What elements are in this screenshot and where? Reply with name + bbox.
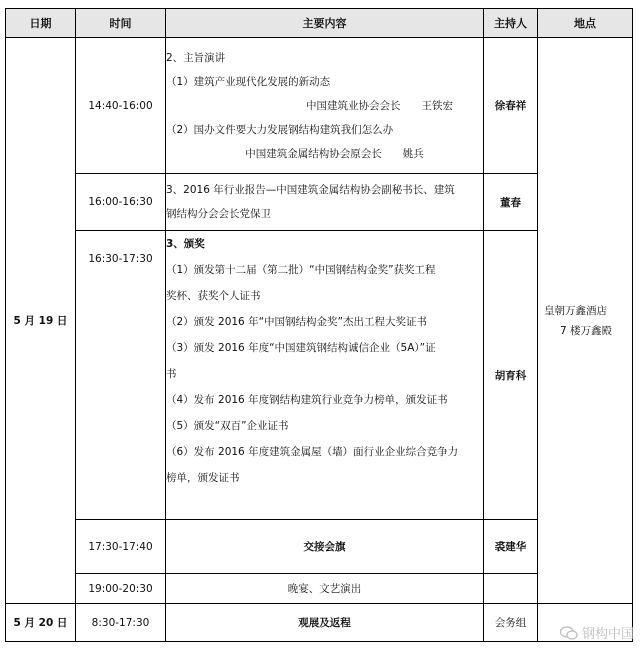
content-line: 中国建筑业协会会长 王铁宏	[306, 99, 453, 112]
content-line: （6）发布 2016 年度建筑金属屋（墙）面行业企业综合竞争力	[166, 446, 459, 458]
content-line: 中国建筑金属结构协会原会长 姚兵	[245, 147, 424, 160]
header-date: 日期	[6, 9, 76, 38]
content-cell: 交接会旗	[166, 520, 484, 574]
content-line: 钢结构分会会长党保卫	[166, 208, 271, 220]
host-cell: 裘建华	[484, 520, 538, 574]
content-line: 3、2016 年行业报告—中国建筑金属结构协会副秘书长、建筑	[166, 184, 455, 196]
content-cell: 观展及返程	[166, 604, 484, 642]
watermark-text: 钢构中国	[581, 627, 634, 642]
host-cell: 董春	[484, 174, 538, 231]
host-cell: 胡育科	[484, 231, 538, 520]
host-cell: 会务组	[484, 604, 538, 642]
wechat-icon	[560, 626, 578, 640]
header-venue: 地点	[538, 9, 633, 38]
venue-line: 7 楼万鑫殿	[560, 324, 613, 337]
header-time: 时间	[76, 9, 166, 38]
content-cell: 晚宴、文艺演出	[166, 574, 484, 604]
time-cell: 16:00-16:30	[76, 174, 166, 231]
content-line: （4）发布 2016 年度钢结构建筑行业竞争力榜单，颁发证书	[166, 394, 448, 406]
table-row	[6, 604, 633, 642]
content-cell	[166, 174, 484, 231]
time-cell: 17:30-17:40	[76, 520, 166, 574]
header-content: 主要内容	[166, 9, 484, 38]
content-line: 书	[166, 368, 177, 380]
time-cell: 16:30-17:30	[76, 231, 166, 520]
content-line: 奖杯、获奖个人证书	[166, 290, 261, 302]
venue-cell	[538, 38, 633, 604]
content-cell	[166, 38, 484, 174]
content-line: （2）国办文件要大力发展钢结构建筑我们怎么办	[166, 123, 394, 136]
content-line: （2）颁发 2016 年“中国钢结构金奖”杰出工程大奖证书	[166, 316, 427, 328]
content-line: 2、主旨演讲	[166, 51, 226, 64]
content-line: 3、颁奖	[166, 238, 205, 250]
host-cell: 徐春祥	[484, 38, 538, 174]
time-cell: 8:30-17:30	[76, 604, 166, 642]
content-line: （1）颁发第十二届（第二批）“中国钢结构金奖”获奖工程	[166, 264, 436, 276]
content-cell	[166, 231, 484, 520]
schedule-table	[5, 8, 633, 642]
header-row	[6, 9, 633, 38]
content-line: 榜单，颁发证书	[166, 472, 240, 484]
host-cell	[484, 574, 538, 604]
date-cell: 5 月 19 日	[6, 38, 76, 604]
time-cell: 19:00-20:30	[76, 574, 166, 604]
venue-line: 皇朝万鑫酒店	[544, 304, 607, 317]
content-line: （3）颁发 2016 年度“中国建筑钢结构诚信企业（5A）”证	[166, 342, 436, 354]
watermark	[560, 623, 634, 642]
content-line: （1）建筑产业现代化发展的新动态	[166, 75, 331, 88]
header-host: 主持人	[484, 9, 538, 38]
content-line: （5）颁发“双百”企业证书	[166, 420, 289, 432]
table-row	[6, 38, 633, 174]
time-cell: 14:40-16:00	[76, 38, 166, 174]
date-cell: 5 月 20 日	[6, 604, 76, 642]
